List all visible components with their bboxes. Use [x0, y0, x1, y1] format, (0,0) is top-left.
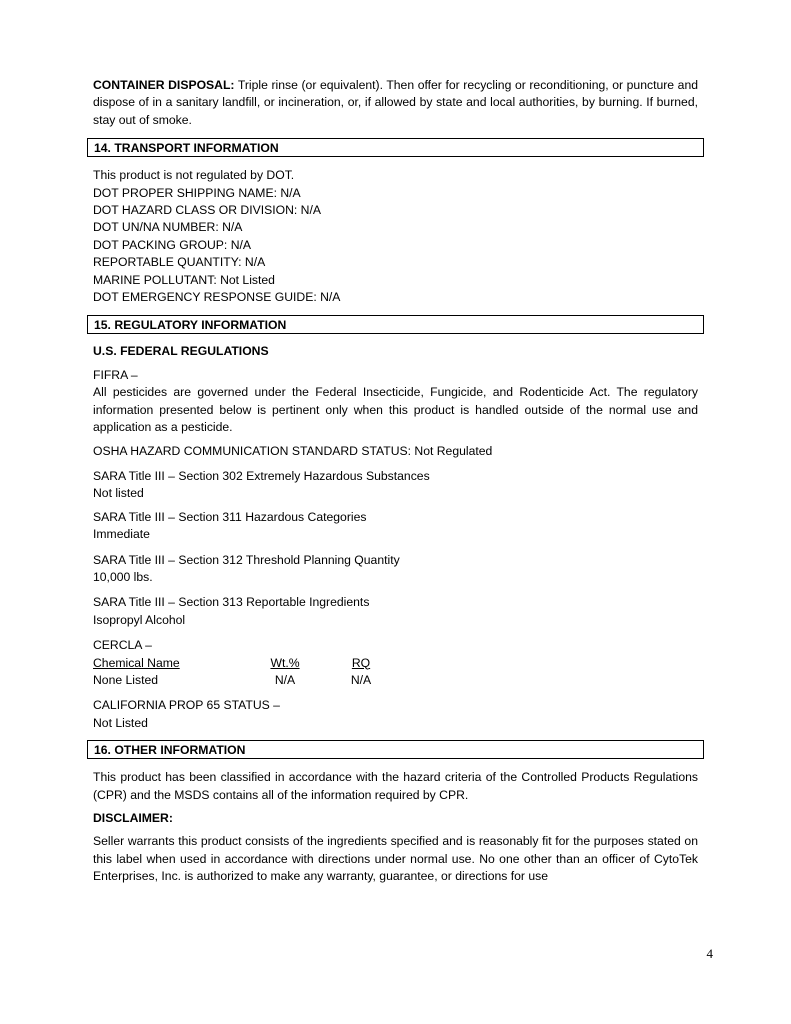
- section-14-heading: 14. TRANSPORT INFORMATION: [87, 138, 704, 157]
- cercla-header-rq: RQ: [351, 655, 371, 670]
- sara-311-value: Immediate: [93, 527, 150, 542]
- page-number: 4: [706, 946, 713, 961]
- sara-313-title: SARA Title III – Section 313 Reportable Ingredients: [93, 595, 370, 610]
- transport-intro: This product is not regulated by DOT.: [93, 168, 295, 183]
- sara-311-title: SARA Title III – Section 311 Hazardous Categories: [93, 509, 367, 524]
- transport-line: DOT EMERGENCY RESPONSE GUIDE: N/A: [93, 290, 341, 305]
- transport-line: DOT HAZARD CLASS OR DIVISION: N/A: [93, 203, 321, 218]
- sara-312-title: SARA Title III – Section 312 Threshold Planning Quantity: [93, 552, 400, 567]
- sara-302-value: Not listed: [93, 486, 144, 501]
- container-disposal-label: CONTAINER DISPOSAL:: [93, 78, 235, 92]
- document-body: [93, 77, 698, 886]
- transport-list: [93, 185, 698, 307]
- transport-line: MARINE POLLUTANT: Not Listed: [93, 272, 275, 287]
- transport-line: DOT PROPER SHIPPING NAME: N/A: [93, 185, 301, 200]
- prop65-value: Not Listed: [93, 715, 148, 730]
- sara-313-value: Isopropyl Alcohol: [93, 612, 186, 627]
- sara-312-value: 10,000 lbs.: [93, 569, 153, 584]
- other-information-text: This product has been classified in accordance with the hazard criteria of the Controlled Products Regulations (CPR) and the MSDS contains all of the information required by CPR.: [93, 770, 698, 802]
- section-16-heading: 16. OTHER INFORMATION: [87, 740, 704, 759]
- cercla-cell-weight: N/A: [274, 672, 296, 687]
- cercla-header-chemical-name: Chemical Name: [93, 655, 180, 670]
- cercla-header-row: [93, 655, 698, 672]
- section-15-heading: 15. REGULATORY INFORMATION: [87, 315, 704, 334]
- federal-regulations-subheading: U.S. FEDERAL REGULATIONS: [93, 344, 269, 359]
- osha-status: OSHA HAZARD COMMUNICATION STANDARD STATUS: Not Regulated: [93, 443, 493, 458]
- container-disposal-paragraph: [93, 77, 698, 129]
- transport-line: DOT PACKING GROUP: N/A: [93, 237, 252, 252]
- cercla-label: CERCLA –: [93, 638, 152, 653]
- cercla-cell-chemical-name: None Listed: [93, 672, 159, 687]
- cercla-cell-rq: N/A: [350, 672, 372, 687]
- prop65-label: CALIFORNIA PROP 65 STATUS –: [93, 698, 280, 713]
- sara-302-title: SARA Title III – Section 302 Extremely Hazardous Substances: [93, 468, 430, 483]
- disclaimer-text: Seller warrants this product consists of the ingredients specified and is reasonably fit for the purposes stated on this label when used in accordance with directions under normal use. No one other than an officer of CytoTek Enterprises, Inc. is authorized to make any warranty, guarantee, or directions for use: [93, 834, 698, 884]
- disclaimer-label: DISCLAIMER:: [93, 811, 173, 825]
- transport-line: DOT UN/NA NUMBER: N/A: [93, 220, 243, 235]
- transport-line: REPORTABLE QUANTITY: N/A: [93, 255, 266, 270]
- cercla-data-row: [93, 672, 698, 689]
- fifra-text: All pesticides are governed under the Federal Insecticide, Fungicide, and Rodenticide Act. The regulatory information presented below is pertinent only when this product is handled outside of the normal use and application as a pesticide.: [93, 385, 698, 435]
- cercla-header-weight: Wt.%: [270, 655, 300, 670]
- fifra-label: FIFRA –: [93, 367, 138, 382]
- container-disposal-text: Triple rinse (or equivalent). Then offer for recycling or reconditioning, or puncture and dispose of in a sanitary landfill, or incineration, or, if allowed by state and local authorities, by burning. If burned, stay out of smoke.: [93, 78, 698, 127]
